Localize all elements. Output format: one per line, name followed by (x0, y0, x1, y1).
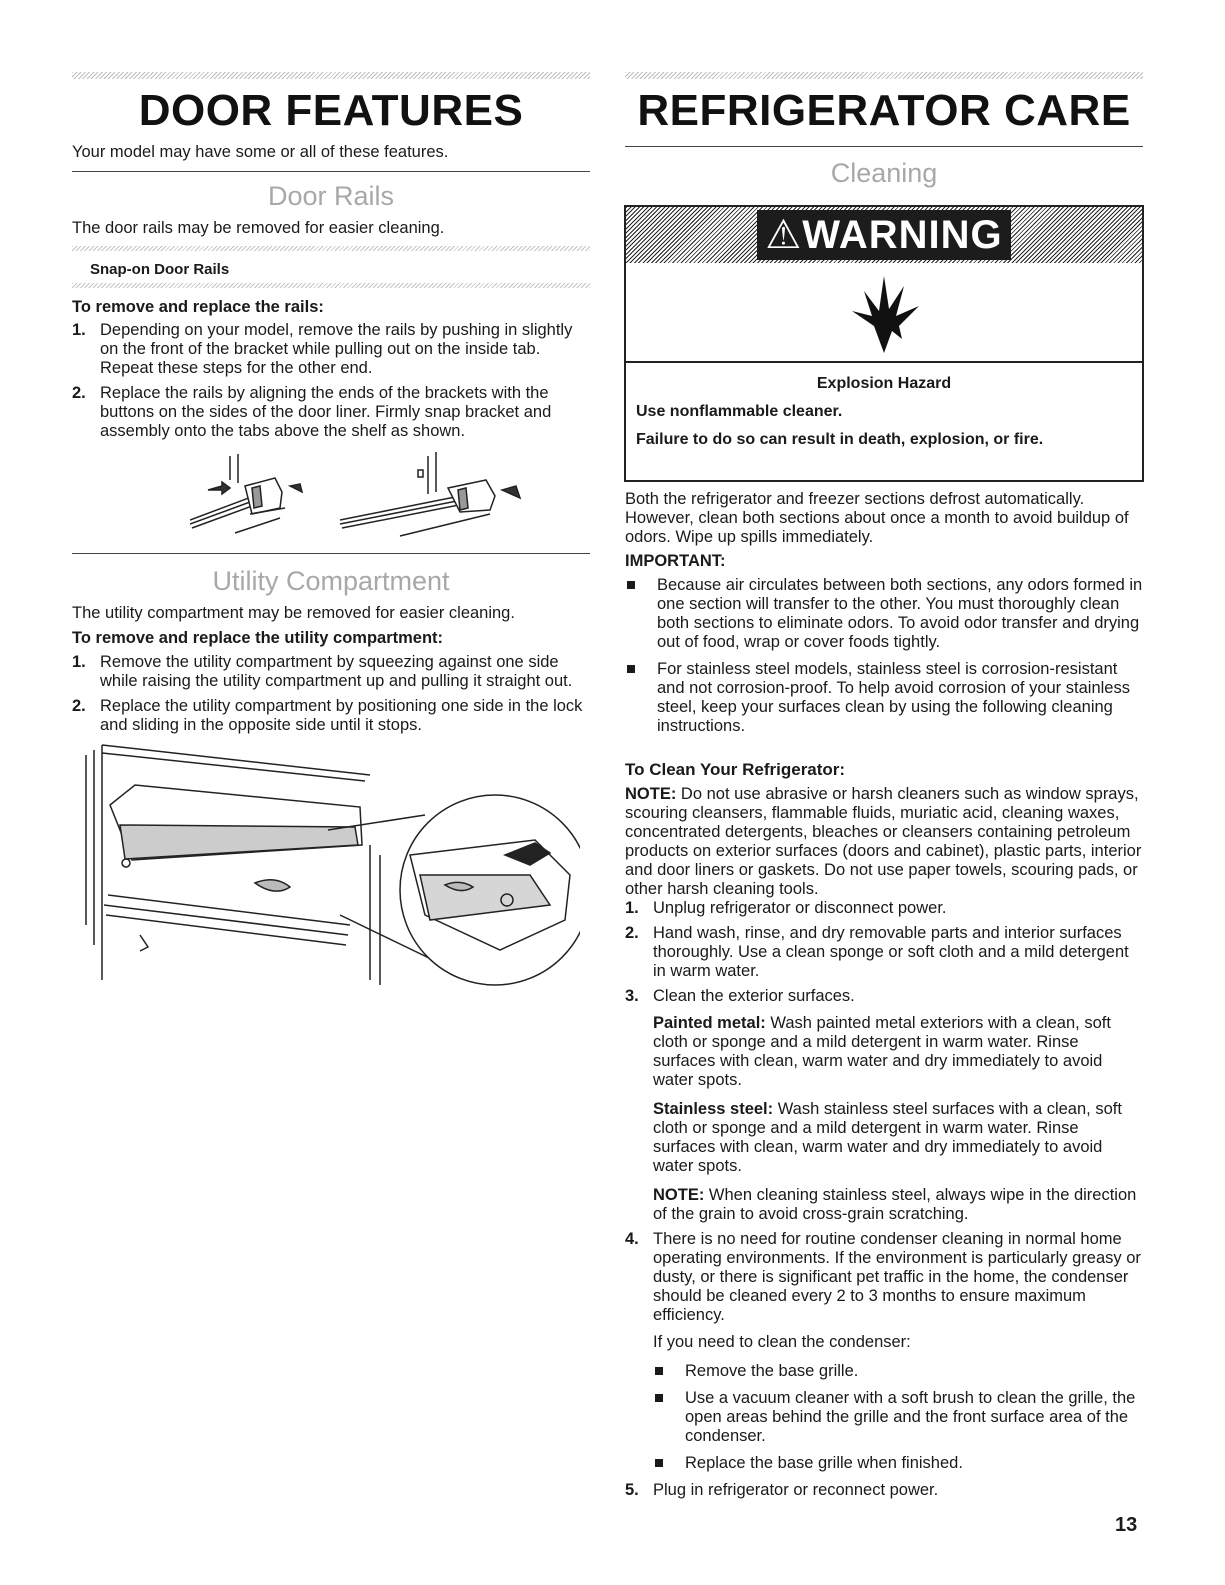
cleaning-steps (625, 899, 1143, 1506)
subheading-rule-top (72, 246, 590, 251)
bullet-icon (627, 581, 635, 589)
refrigerator-care-title: REFRIGERATOR CARE (637, 86, 1131, 135)
door-rail-illustration (190, 448, 535, 548)
section-divider (625, 146, 1143, 147)
important-bullets (625, 576, 1143, 744)
list-item: 1. Remove the utility compartment by squeezing against one side while raising the utility compartment up and pulling it straight out. (72, 653, 573, 690)
bullet-icon (655, 1367, 663, 1375)
condenser-intro: If you need to clean the condenser: (653, 1333, 911, 1351)
clean-refrigerator-title: To Clean Your Refrigerator: (625, 760, 846, 779)
list-item: For stainless steel models, stainless steel is corrosion-resistant and not corrosion-proof. To help avoid corrosion of your stainless steel, keep your surfaces clean by using the following cleaning instructions. (625, 660, 1143, 736)
painted-metal-paragraph: Painted metal: Wash painted metal exteriors with a clean, soft cloth or sponge and a mild detergent in warm water. Rinse surfaces with clean, warm water and dry immediately to avoid water spots. (653, 1014, 1111, 1089)
bullet-icon (655, 1394, 663, 1402)
bullet-icon (655, 1459, 663, 1467)
list-item: 2. Replace the rails by aligning the ends of the brackets with the buttons on the sides of the door liner. Firmly snap bracket and assembly onto the tabs above the shelf as shown. (72, 384, 552, 440)
bullet-icon (627, 665, 635, 673)
list-item: 3. Clean the exterior surfaces. Painted metal: Wash painted metal exteriors with a clean, soft cloth or sponge and a mild detergent in warm water. Rinse surfaces with clean, warm water and dry immediately to avoid water spots. Stainless steel: Wash stainless steel surfaces with a clean, soft cloth or sponge and a mild detergent in warm water. Rinse surfaces with clean, warm water and dry immediately to avoid water spots. NOTE: When cleaning stainless steel, always wipe in the direction of the grain to avoid cross-grain scratching. (625, 987, 1143, 1224)
utility-steps-list (72, 653, 590, 741)
rails-steps-list (72, 321, 590, 447)
rails-steps-title: To remove and replace the rails: (72, 298, 324, 316)
header-rule-right (625, 72, 1143, 79)
warning-label: ⚠WARNING (757, 210, 1010, 260)
door-features-title: DOOR FEATURES (138, 86, 524, 135)
list-item: Use a vacuum cleaner with a soft brush to clean the grille, the open areas behind the grille and the front surface area of the condenser. (653, 1389, 1143, 1446)
list-item: 4. There is no need for routine condenser cleaning in normal home operating environments. If the environment is particularly greasy or dusty, or there is significant pet traffic in the home, the condenser should be cleaned every 2 to 3 months to ensure maximum efficiency. If you need to clean the condenser: Remove the base grille. Use a vacuum cleaner with a soft brush to clean the grille, the open areas behind the grille and the front surface area of the condenser. Replace the base grille when finished. (625, 1230, 1143, 1473)
important-label: IMPORTANT: (625, 552, 726, 570)
list-item: Because air circulates between both sections, any odors formed in one section will transfer to the other. You must thoroughly clean both sections to eliminate odors. To avoid odor transfer and drying out of food, wrap or cover foods tightly. (625, 576, 1143, 652)
warning-box (624, 205, 1144, 482)
stainless-steel-paragraph: Stainless steel: Wash stainless steel surfaces with a clean, soft cloth or sponge and a mild detergent in warm water. Rinse surfaces with clean, warm water and dry immediately to avoid water spots. (653, 1100, 1122, 1175)
list-item: 2. Replace the utility compartment by positioning one side in the lock and sliding in the opposite side until it stops. (72, 697, 583, 734)
condenser-bullets (653, 1362, 1143, 1473)
stainless-note-paragraph: NOTE: When cleaning stainless steel, always wipe in the direction of the grain to avoid cross-grain scratching. (653, 1186, 1137, 1223)
section-divider (72, 553, 590, 554)
page-number: 13 (1115, 1514, 1138, 1536)
utility-compartment-heading: Utility Compartment (212, 566, 450, 596)
list-item: 1. Unplug refrigerator or disconnect power. (625, 899, 947, 917)
explosion-icon (844, 271, 924, 355)
utility-compartment-illustration (80, 735, 580, 993)
warning-line2: Failure to do so can result in death, explosion, or fire. (636, 431, 1044, 448)
list-item: Replace the base grille when finished. (653, 1454, 1143, 1473)
explosion-symbol-area (626, 263, 1142, 363)
cleaning-intro: Both the refrigerator and freezer sections defrost automatically. However, clean both sections about once a month to avoid buildup of odors. Wipe up spills immediately. (625, 490, 1129, 546)
warning-header (626, 207, 1142, 263)
cleaning-heading: Cleaning (830, 158, 938, 188)
door-rails-heading: Door Rails (267, 181, 395, 211)
subheading-rule-bottom (72, 283, 590, 288)
list-item: Remove the base grille. (653, 1362, 1143, 1381)
door-features-intro: Your model may have some or all of these features. (72, 143, 449, 161)
list-item: 5. Plug in refrigerator or reconnect power. (625, 1481, 939, 1499)
utility-intro: The utility compartment may be removed for easier cleaning. (72, 604, 515, 622)
cleaning-steps-list (625, 899, 1143, 1500)
list-item: 2. Hand wash, rinse, and dry removable parts and interior surfaces thoroughly. Use a clean sponge or soft cloth and a mild detergent in warm water. (625, 924, 1129, 980)
snap-on-rails-subheading: Snap-on Door Rails (90, 261, 230, 278)
cleaning-note: NOTE: Do not use abrasive or harsh cleaners such as window sprays, scouring cleansers, flammable fluids, muriatic acid, cleaning waxes, concentrated detergents, bleaches or cleansers containing petroleum products on exterior surfaces (doors and cabinet), plastic parts, interior and door liners or gaskets. Do not use paper towels, scouring pads, or other harsh cleaning tools. (625, 785, 1142, 898)
warning-body (626, 363, 1142, 478)
list-item: 1. Depending on your model, remove the rails by pushing in slightly on the front of the bracket while pulling out on the inside tab. Repeat these steps for the other end. (72, 321, 573, 377)
utility-steps-title: To remove and replace the utility compartment: (72, 629, 444, 647)
section-divider (72, 171, 590, 172)
warning-hazard: Explosion Hazard (816, 375, 952, 392)
header-rule-left (72, 72, 590, 79)
door-rails-intro: The door rails may be removed for easier cleaning. (72, 219, 445, 237)
warning-line1: Use nonflammable cleaner. (636, 403, 843, 420)
